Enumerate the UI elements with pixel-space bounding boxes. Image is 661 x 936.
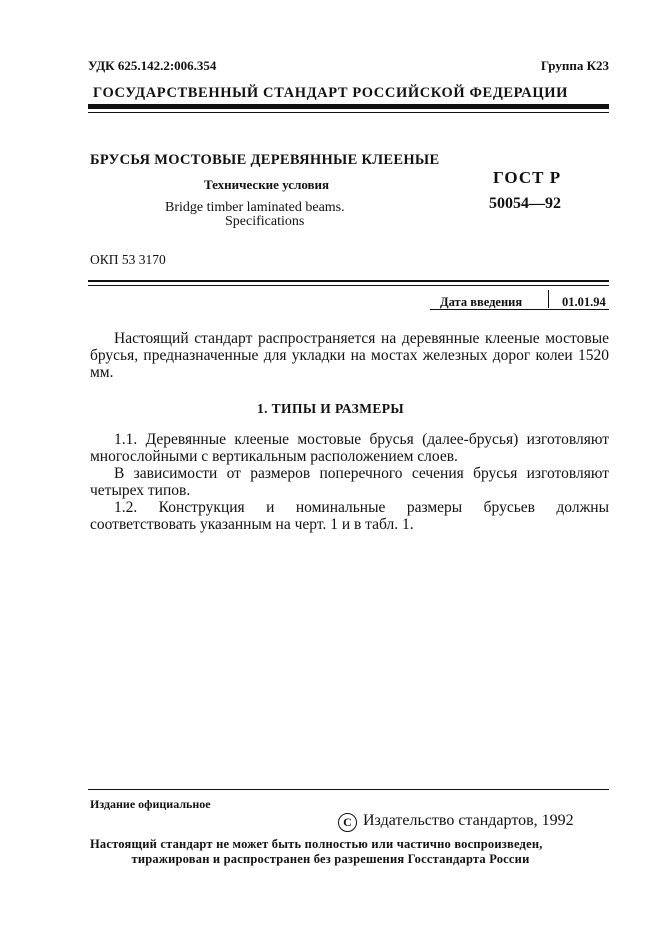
clause-1-1-continuation: В зависимости от размеров поперечного сечения брусья изготовляют четырех типов. [90,465,609,499]
clause-1-2: 1.2. Конструкция и номинальные размеры брусьев должны соответствовать указанным на черт. 1 и в табл. 1. [90,499,609,533]
english-title-line2: Specifications [225,214,305,229]
gost-label: ГОСТ Р [493,168,562,187]
intro-paragraph: Настоящий стандарт распространяется на деревянные клееные мостовые брусья, предназначенные для укладки на мостах железных дорог колеи 1520 мм. [90,330,609,381]
group-code: Группа К23 [540,58,609,73]
footer-rule [88,789,609,790]
clause-1-1: 1.1. Деревянные клееные мостовые брусья (далее-брусья) изготовляют многослойными с вертикальным расположением слоев. [90,431,609,465]
official-edition-label: Издание официальное [90,797,211,811]
copyright-line [338,812,574,832]
section-title: 1. ТИПЫ И РАЗМЕРЫ [256,401,405,416]
header-thick-rule [88,104,609,109]
udk-code: УДК 625.142.2:006.354 [88,58,217,73]
date-divider [548,290,549,308]
document-title: БРУСЬЯ МОСТОВЫЕ ДЕРЕВЯННЫЕ КЛЕЕНЫЕ [90,152,440,168]
section-thin-rule [88,285,609,286]
copyright-text: Издательство стандартов, 1992 [363,812,574,829]
gost-number: 50054—92 [489,195,561,212]
okp-code: ОКП 53 3170 [90,252,166,267]
header-thin-rule [88,112,609,113]
clauses-block [90,431,609,533]
document-subtitle: Технические условия [204,177,330,192]
state-standard-heading: ГОСУДАРСТВЕННЫЙ СТАНДАРТ РОССИЙСКОЙ ФЕДЕРАЦИИ [92,85,568,101]
english-title-line1: Bridge timber laminated beams. [165,200,345,215]
copyright-icon: C [338,813,357,832]
introduction-date-label: Дата введения [440,295,523,309]
date-underline [430,309,609,310]
reproduction-notice-line2: тиражирован и распространен без разрешения Госстандарта России [131,852,530,866]
reproduction-notice-line1: Настоящий стандарт не может быть полностью или частично воспроизведен, [90,837,543,851]
section-thick-rule [88,280,609,282]
introduction-date-value: 01.01.94 [562,295,606,309]
